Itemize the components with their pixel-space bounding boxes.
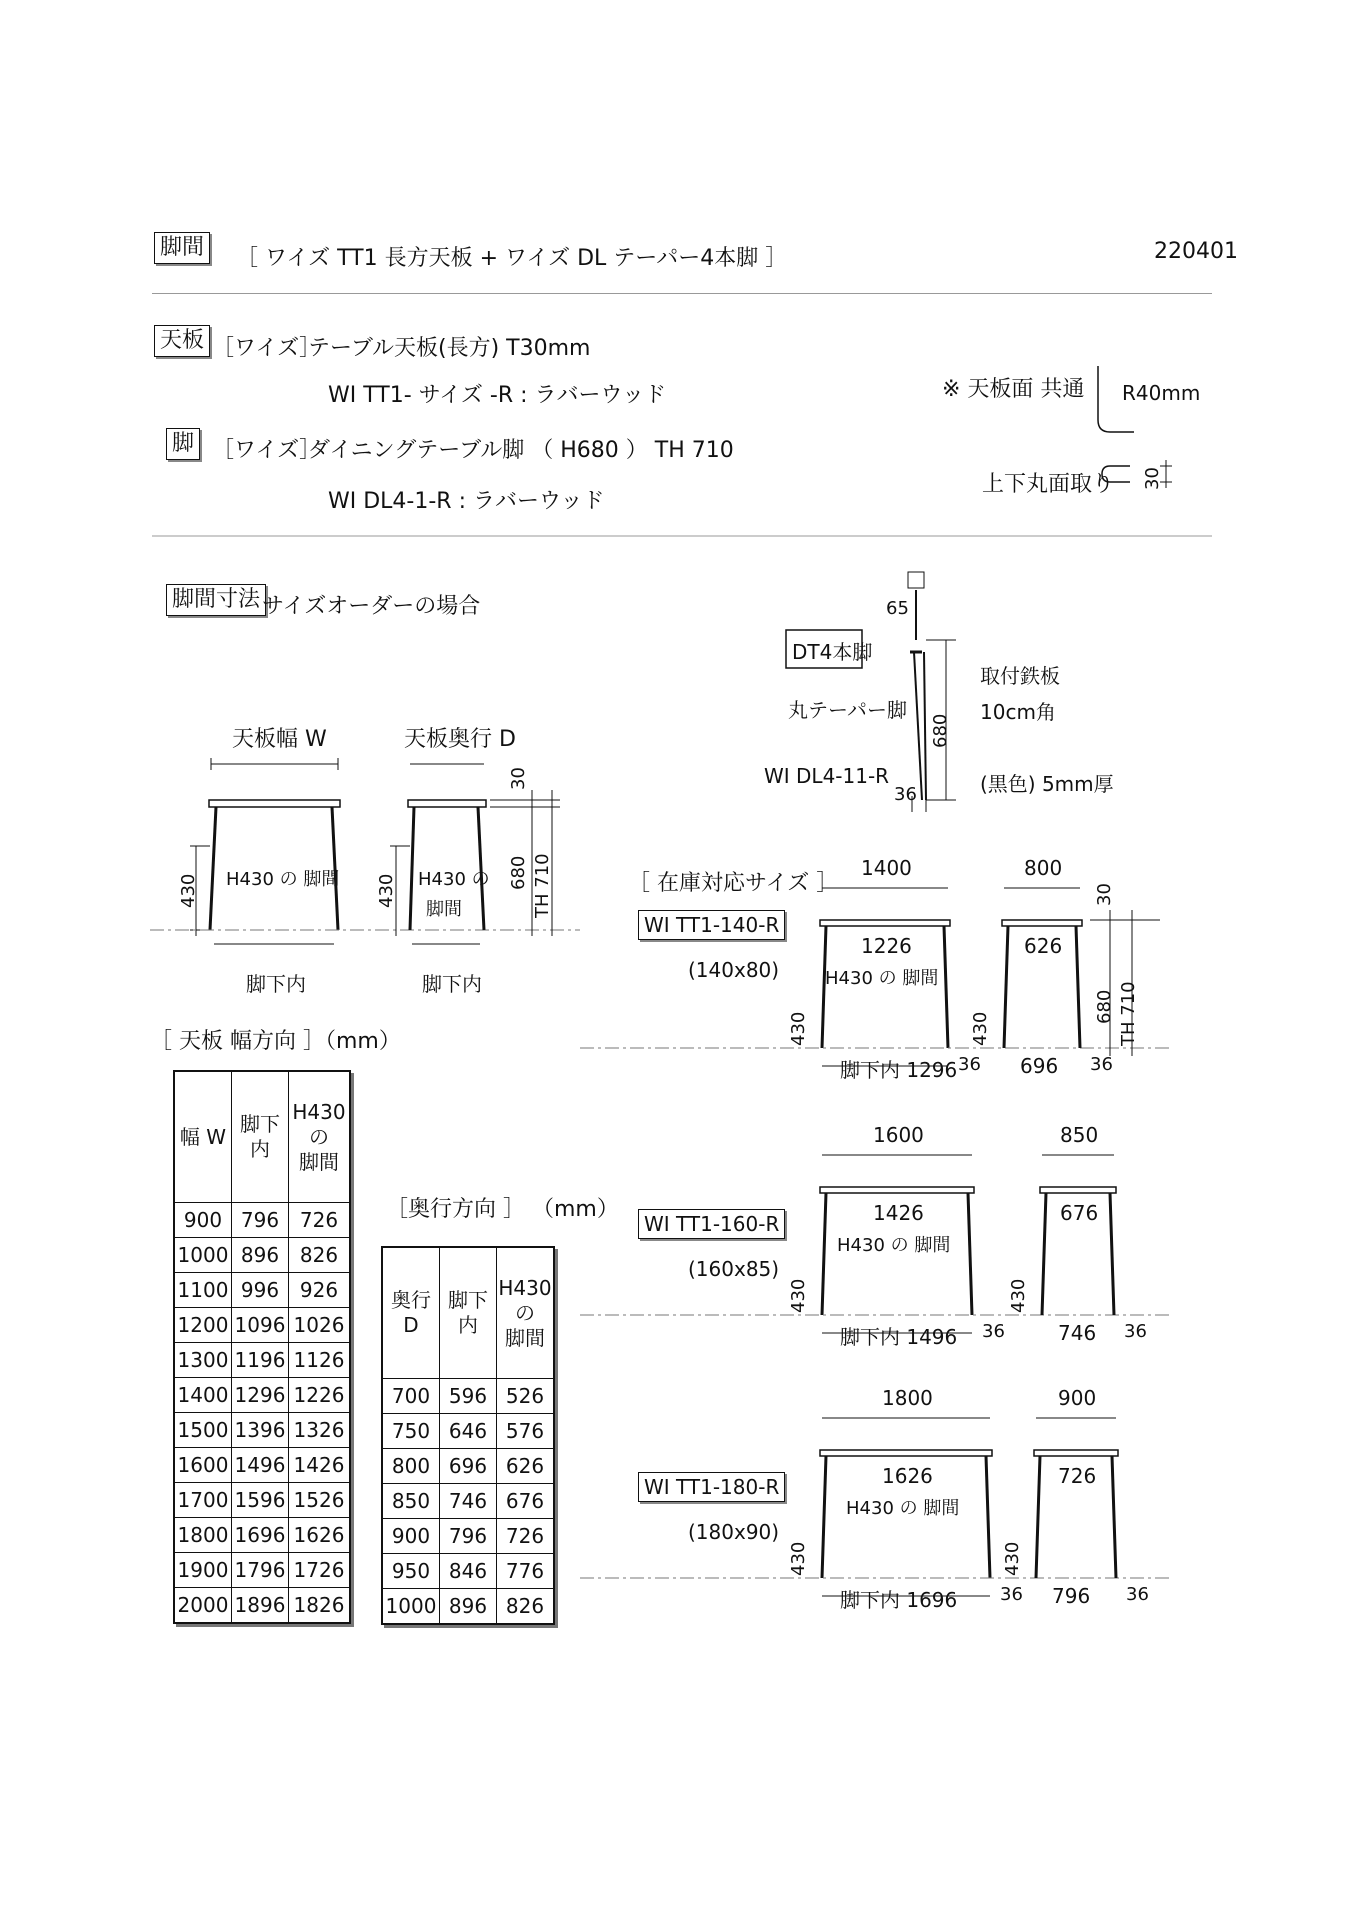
width_table-cell: 1726 <box>289 1553 351 1588</box>
leg-detail-model: WI DL4-11-R <box>764 764 890 788</box>
leg <box>822 1456 826 1578</box>
width_table-cell: 1196 <box>232 1343 289 1378</box>
depth_table-cell: 646 <box>440 1414 497 1449</box>
stock-h430-label: H430 の 脚間 <box>846 1498 960 1519</box>
width_table-cell: 1696 <box>232 1518 289 1553</box>
h430-depth-label-2: 脚間 <box>426 899 462 920</box>
width_table-cell: 1426 <box>289 1448 351 1483</box>
note-common: ※ 天板面 共通 <box>942 377 1085 402</box>
depth_table-header: 奥行 D <box>382 1247 440 1379</box>
width_table-cell: 1026 <box>289 1308 351 1343</box>
depth_table-cell: 846 <box>440 1554 497 1589</box>
depth_table-cell: 676 <box>497 1484 555 1519</box>
depth_table-cell: 576 <box>497 1414 555 1449</box>
leg-brand: ［ワイズ］ <box>212 438 322 463</box>
document-code: 220401 <box>1154 239 1238 264</box>
stock-inner-width: 脚下内 1296 <box>840 1058 958 1082</box>
width_table-cell: 1126 <box>289 1343 351 1378</box>
stock-inner-width: 脚下内 1496 <box>840 1325 958 1349</box>
stock-430: 430 <box>788 1278 809 1313</box>
h430-width-label: H430 の 脚間 <box>226 869 340 890</box>
stock-h430-label: H430 の 脚間 <box>837 1235 951 1256</box>
width_table-cell: 1596 <box>232 1483 289 1518</box>
width_table-cell: 726 <box>289 1203 351 1238</box>
leg-detail-dim-36: 36 <box>894 784 917 805</box>
width_table-header: H430の 脚間 <box>289 1071 351 1203</box>
stock-size: (180x90) <box>688 1520 780 1544</box>
width_table-cell: 1896 <box>232 1588 289 1624</box>
leg-detail-dim-65: 65 <box>886 598 909 619</box>
leg-tag: 脚 <box>166 428 200 460</box>
note-radius: R40mm <box>1122 381 1201 405</box>
stock-h430-width: 1626 <box>882 1464 933 1488</box>
depth_table-cell: 896 <box>440 1589 497 1625</box>
width_table-cell: 1396 <box>232 1413 289 1448</box>
depth_table-cell: 750 <box>382 1414 440 1449</box>
leg <box>1110 1193 1114 1315</box>
top-tag: 天板 <box>154 325 210 357</box>
leg-detail-box-label: DT4本脚 <box>792 640 873 664</box>
leg-detail-plate-1: 取付鉄板 <box>980 664 1060 688</box>
width_table-header: 脚下内 <box>232 1071 289 1203</box>
stock-size: (160x85) <box>688 1257 780 1281</box>
stock-width: 1600 <box>873 1123 924 1147</box>
width_table-cell: 900 <box>174 1203 232 1238</box>
width_table-cell: 896 <box>232 1238 289 1273</box>
stock-inner-width: 脚下内 1696 <box>840 1588 958 1612</box>
depth_table-cell: 526 <box>497 1379 555 1414</box>
stock-leg-size: 36 <box>958 1054 981 1075</box>
depth_table-cell: 1000 <box>382 1589 440 1625</box>
stock-model: WI TT1-180-R <box>638 1472 785 1502</box>
stock-430: 430 <box>788 1541 809 1576</box>
width_table-cell: 1526 <box>289 1483 351 1518</box>
top-brand: ［ワイズ］ <box>212 336 322 361</box>
stock-h430-label: H430 の 脚間 <box>825 968 939 989</box>
depth_table-cell: 900 <box>382 1519 440 1554</box>
leg <box>1042 1193 1046 1315</box>
stock-430: 430 <box>1002 1541 1023 1576</box>
custom-tag: 脚間寸法 <box>166 584 266 616</box>
width_table-cell: 1200 <box>174 1308 232 1343</box>
leg-model: WI DL4-1-R : ラバーウッド <box>328 489 605 514</box>
stock-width: 1800 <box>882 1386 933 1410</box>
dim-th-710: TH 710 <box>532 853 553 918</box>
stock-top-width <box>820 1187 974 1193</box>
depth_table-cell: 596 <box>440 1379 497 1414</box>
stock-inner-depth: 746 <box>1058 1321 1097 1345</box>
width_table-header: 幅 W <box>174 1071 232 1203</box>
width_table-cell: 796 <box>232 1203 289 1238</box>
stock-leg-size: 36 <box>1126 1584 1149 1605</box>
width_table-cell: 1300 <box>174 1343 232 1378</box>
leg <box>968 1193 972 1315</box>
width-table-title: ［ 天板 幅方向 ］（mm） <box>150 1029 401 1054</box>
dim-430-width: 430 <box>178 873 199 908</box>
stock-depth: 900 <box>1058 1386 1097 1410</box>
width_table-cell: 1500 <box>174 1413 232 1448</box>
stock-h430-width: 1426 <box>873 1201 924 1225</box>
stock-depth: 800 <box>1024 856 1063 880</box>
stock-430: 430 <box>970 1011 991 1046</box>
depth_table-cell: 800 <box>382 1449 440 1484</box>
custom-title: サイズオーダーの場合 <box>262 594 481 619</box>
width_table-cell: 1826 <box>289 1588 351 1624</box>
stock-h430-depth: 726 <box>1058 1464 1097 1488</box>
depth_table-cell: 696 <box>440 1449 497 1484</box>
stock-size: (140x80) <box>688 958 780 982</box>
stock-430: 430 <box>788 1011 809 1046</box>
inner-depth-label: 脚下内 <box>422 972 482 996</box>
dim-680: 680 <box>508 855 529 890</box>
depth_table-cell: 626 <box>497 1449 555 1484</box>
top-model: WI TT1- サイズ -R : ラバーウッド <box>328 383 667 408</box>
depth_table-cell: 796 <box>440 1519 497 1554</box>
stock-model: WI TT1-140-R <box>638 910 785 940</box>
stock-top-thickness: 30 <box>1094 883 1115 906</box>
leg-detail-plate-2: 10cm角 <box>980 700 1056 724</box>
depth_table-header: H430の 脚間 <box>497 1247 555 1379</box>
stock-leg-size: 36 <box>982 1321 1005 1342</box>
leg <box>944 926 948 1048</box>
depth_table-cell: 950 <box>382 1554 440 1589</box>
width_table-cell: 1796 <box>232 1553 289 1588</box>
width_table-cell: 1326 <box>289 1413 351 1448</box>
leg-detail-dim-680: 680 <box>930 713 951 748</box>
width_table-cell: 1700 <box>174 1483 232 1518</box>
width_table-cell: 1096 <box>232 1308 289 1343</box>
depth_table-cell: 850 <box>382 1484 440 1519</box>
dim-430-depth: 430 <box>376 873 397 908</box>
width_table-cell: 826 <box>289 1238 351 1273</box>
depth-label: 天板奥行 D <box>404 727 516 752</box>
depth_table-cell: 746 <box>440 1484 497 1519</box>
width_table-cell: 1226 <box>289 1378 351 1413</box>
width_table-cell: 1296 <box>232 1378 289 1413</box>
header-tag: 脚間 <box>154 232 210 264</box>
stock-width: 1400 <box>861 856 912 880</box>
stock-top-depth <box>1002 920 1082 926</box>
width_table-cell: 1800 <box>174 1518 232 1553</box>
stock-680: 680 <box>1094 989 1115 1024</box>
leg-name: ダイニングテーブル脚 （ H680 ） TH 710 <box>308 438 734 463</box>
leg-detail-type: 丸テーパー脚 <box>788 698 907 722</box>
leg <box>822 1193 826 1315</box>
stock-top-depth <box>1034 1450 1118 1456</box>
stock-h430-depth: 626 <box>1024 934 1063 958</box>
leg <box>1076 926 1080 1048</box>
h430-depth-label-1: H430 の <box>418 869 490 890</box>
note-edge-dim: 30 <box>1142 467 1163 490</box>
depth-table-title: ［奥行方向 ］ （mm） <box>386 1197 619 1222</box>
leg <box>1036 1456 1040 1578</box>
width_table-cell: 1100 <box>174 1273 232 1308</box>
width_table-cell: 1900 <box>174 1553 232 1588</box>
leg <box>986 1456 990 1578</box>
stock-top-width <box>820 920 950 926</box>
top-name: テーブル天板(長方) T30mm <box>308 336 591 361</box>
page-title: ［ ワイズ TT1 長方天板 + ワイズ DL テーパー4本脚 ］ <box>236 246 788 271</box>
width_table-cell: 996 <box>232 1273 289 1308</box>
stock-leg-size: 36 <box>1090 1054 1113 1075</box>
depth_table-header: 脚下内 <box>440 1247 497 1379</box>
stock-430: 430 <box>1008 1278 1029 1313</box>
width_table-cell: 1626 <box>289 1518 351 1553</box>
depth_table-cell: 700 <box>382 1379 440 1414</box>
stock-inner-depth: 696 <box>1020 1054 1059 1078</box>
inner-width-label: 脚下内 <box>246 972 306 996</box>
width-label: 天板幅 W <box>232 727 327 752</box>
width_table-cell: 1496 <box>232 1448 289 1483</box>
stock-h430-depth: 676 <box>1060 1201 1099 1225</box>
stock-top-width <box>820 1450 992 1456</box>
depth_table-cell: 776 <box>497 1554 555 1589</box>
depth_table-cell: 726 <box>497 1519 555 1554</box>
stock-title: ［ 在庫対応サイズ ］ <box>628 871 839 896</box>
width_table-cell: 1600 <box>174 1448 232 1483</box>
stock-inner-depth: 796 <box>1052 1584 1091 1608</box>
stock-depth: 850 <box>1060 1123 1099 1147</box>
depth_table-cell: 826 <box>497 1589 555 1625</box>
leg <box>1112 1456 1116 1578</box>
stock-leg-size: 36 <box>1000 1584 1023 1605</box>
leg <box>1004 926 1008 1048</box>
stock-model: WI TT1-160-R <box>638 1209 785 1239</box>
width_table-cell: 1400 <box>174 1378 232 1413</box>
dim-30-top: 30 <box>508 767 529 790</box>
stock-leg-size: 36 <box>1124 1321 1147 1342</box>
stock-h430-width: 1226 <box>861 934 912 958</box>
note-edge: 上下丸面取り <box>982 472 1115 497</box>
leg-detail-plate-3: (黒色) 5mm厚 <box>980 772 1114 796</box>
stock-top-depth <box>1040 1187 1116 1193</box>
width_table-cell: 926 <box>289 1273 351 1308</box>
stock-th: TH 710 <box>1118 981 1139 1046</box>
width_table-cell: 1000 <box>174 1238 232 1273</box>
width_table-cell: 2000 <box>174 1588 232 1624</box>
